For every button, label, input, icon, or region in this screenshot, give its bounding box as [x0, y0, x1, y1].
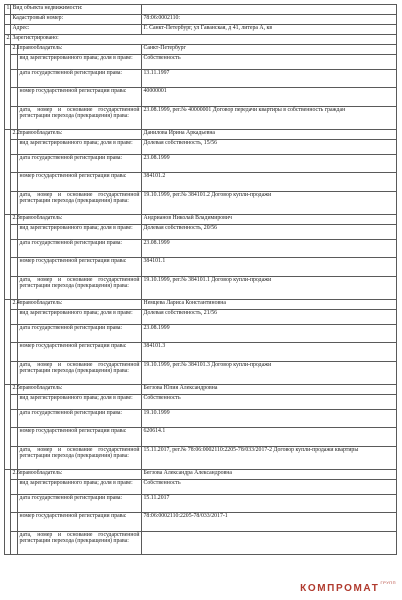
basis-label: дата, номер и основание государственной регистрации перехода (прекращения) права: — [18, 277, 142, 300]
holder-basis-row — [5, 532, 397, 555]
reg-number-value: 384101.1 — [142, 258, 397, 277]
holder-reg-number-row — [5, 88, 397, 107]
holder-value: Санкт-Петербург — [142, 45, 397, 55]
holder-number — [11, 325, 18, 343]
holder-basis-row — [5, 277, 397, 300]
reg-date-label: дата государственной регистрации права: — [18, 155, 142, 173]
holder-reg-number-row — [5, 513, 397, 532]
holder-value: Бегзова Александра Александровна — [142, 470, 397, 480]
holder-basis-row — [5, 362, 397, 385]
holder-reg-date-row — [5, 70, 397, 88]
basis-value — [142, 532, 397, 555]
right-type-label: вид зарегистрированного права; доля в праве: — [18, 310, 142, 325]
holder-number — [11, 362, 18, 385]
right-type-value: Собственность — [142, 55, 397, 70]
basis-label: дата, номер и основание государственной регистрации перехода (прекращения) права: — [18, 447, 142, 470]
row-number: 1. — [5, 5, 11, 15]
right-type-value: Долевая собственность, 15/56 — [142, 140, 397, 155]
reg-number-label: номер государственной регистрации права: — [18, 258, 142, 277]
reg-date-label: дата государственной регистрации права: — [18, 240, 142, 258]
right-type-value: Собственность — [142, 480, 397, 495]
right-type-value: Долевая собственность, 20/56 — [142, 225, 397, 240]
holder-label: правообладатель: — [18, 215, 142, 225]
holder-number — [11, 495, 18, 513]
watermark-sup: ГРУПП — [380, 580, 396, 585]
holder-holder-row — [5, 45, 397, 55]
holder-number — [11, 480, 18, 495]
holder-number — [11, 88, 18, 107]
reg-number-value: 78:06:0002110:2205-78/033/2017-1 — [142, 513, 397, 532]
holder-number: 2.5 — [11, 385, 18, 395]
holder-holder-row — [5, 300, 397, 310]
right-type-value: Собственность — [142, 395, 397, 410]
holder-number: 2.6 — [11, 470, 18, 480]
holder-right-type-row — [5, 140, 397, 155]
holder-number — [11, 140, 18, 155]
holder-holder-row — [5, 385, 397, 395]
reg-number-label: номер государственной регистрации права: — [18, 428, 142, 447]
basis-label: дата, номер и основание государственной регистрации перехода (прекращения) права: — [18, 362, 142, 385]
holder-number — [11, 225, 18, 240]
holder-number — [11, 447, 18, 470]
holder-basis-row — [5, 192, 397, 215]
cadastral-row — [5, 15, 397, 25]
reg-date-label: дата государственной регистрации права: — [18, 495, 142, 513]
holder-holder-row — [5, 470, 397, 480]
holder-value: Немцева Лариса Константиновна — [142, 300, 397, 310]
holder-right-type-row — [5, 480, 397, 495]
watermark-logo — [300, 582, 396, 596]
holder-number — [11, 428, 18, 447]
right-type-label: вид зарегистрированного права; доля в праве: — [18, 480, 142, 495]
holder-number — [11, 70, 18, 88]
holder-number — [11, 343, 18, 362]
holder-reg-number-row — [5, 173, 397, 192]
holder-holder-row — [5, 130, 397, 140]
holder-number: 2.4 — [11, 300, 18, 310]
holder-holder-row — [5, 215, 397, 225]
holder-label: правообладатель: — [18, 470, 142, 480]
holder-value: Данилова Ирина Аркадьевна — [142, 130, 397, 140]
right-type-label: вид зарегистрированного права; доля в праве: — [18, 225, 142, 240]
holder-number — [11, 513, 18, 532]
address-value: Г. Санкт-Петербург, ул Гаванская, д 41, литера А, кв — [142, 25, 397, 35]
reg-date-value: 23.08.1999 — [142, 325, 397, 343]
holder-reg-date-row — [5, 325, 397, 343]
reg-number-label: номер государственной регистрации права: — [18, 343, 142, 362]
basis-label: дата, номер и основание государственной регистрации перехода (прекращения) права: — [18, 107, 142, 130]
holder-number — [11, 107, 18, 130]
basis-value: 19.10.1999, рег.№ 384101.3 Договор купли-продажи — [142, 362, 397, 385]
right-type-label: вид зарегистрированного права; доля в праве: — [18, 140, 142, 155]
reg-number-label: номер государственной регистрации права: — [18, 513, 142, 532]
holder-basis-row — [5, 107, 397, 130]
object-type-value — [142, 5, 397, 15]
registered-label: Зарегистрировано: — [11, 35, 397, 45]
holder-reg-number-row — [5, 428, 397, 447]
holder-number — [11, 173, 18, 192]
cadastral-label: Кадастровый номер: — [11, 15, 142, 25]
holder-number — [11, 258, 18, 277]
basis-value: 15.11.2017, рег.№ 78:06:0002110:2205-78/033/2017-2 Договор купли-продажи квартиры — [142, 447, 397, 470]
holder-label: правообладатель: — [18, 130, 142, 140]
object-type-row — [5, 5, 397, 15]
holder-label: правообладатель: — [18, 300, 142, 310]
object-type-label: Вид объекта недвижимости: — [11, 5, 142, 15]
reg-date-value: 13.11.1997 — [142, 70, 397, 88]
right-type-label: вид зарегистрированного права; доля в праве: — [18, 395, 142, 410]
watermark-text: КОМПРОМАТ — [300, 583, 380, 594]
cadastral-value: 78:06:0002110: — [142, 15, 397, 25]
address-row — [5, 25, 397, 35]
holder-number — [11, 395, 18, 410]
basis-label: дата, номер и основание государственной регистрации перехода (прекращения) права: — [18, 532, 142, 555]
holder-value: Бегзова Юлия Александровна — [142, 385, 397, 395]
right-type-value: Долевая собственность, 21/56 — [142, 310, 397, 325]
holder-reg-date-row — [5, 410, 397, 428]
reg-number-value: 620614.1 — [142, 428, 397, 447]
holder-number — [11, 240, 18, 258]
holder-reg-number-row — [5, 343, 397, 362]
holder-reg-date-row — [5, 495, 397, 513]
holder-right-type-row — [5, 395, 397, 410]
reg-number-value: 384101.2 — [142, 173, 397, 192]
holder-number — [11, 410, 18, 428]
reg-date-value: 23.08.1999 — [142, 155, 397, 173]
holder-right-type-row — [5, 310, 397, 325]
basis-value: 23.08.1999, рег.№ 40000001 Договор передачи квартиры в собственность граждан — [142, 107, 397, 130]
holder-number — [11, 277, 18, 300]
holder-label: правообладатель: — [18, 45, 142, 55]
reg-date-label: дата государственной регистрации права: — [18, 410, 142, 428]
holder-number — [11, 310, 18, 325]
registered-row — [5, 35, 397, 45]
reg-date-label: дата государственной регистрации права: — [18, 70, 142, 88]
holder-right-type-row — [5, 225, 397, 240]
holder-number: 2.3 — [11, 215, 18, 225]
reg-date-value: 19.10.1999 — [142, 410, 397, 428]
reg-date-label: дата государственной регистрации права: — [18, 325, 142, 343]
reg-date-value: 15.11.2017 — [142, 495, 397, 513]
holder-reg-date-row — [5, 155, 397, 173]
holder-number: 2.1 — [11, 45, 18, 55]
address-label: Адрес: — [11, 25, 142, 35]
extract-document — [4, 4, 396, 555]
basis-value: 19.10.1999, рег.№ 384101.1 Договор купли-продажи — [142, 277, 397, 300]
reg-number-value: 384101.3 — [142, 343, 397, 362]
holder-number: 2.2 — [11, 130, 18, 140]
reg-number-label: номер государственной регистрации права: — [18, 88, 142, 107]
holder-number — [11, 155, 18, 173]
reg-number-label: номер государственной регистрации права: — [18, 173, 142, 192]
holder-reg-number-row — [5, 258, 397, 277]
row-number: 2. — [5, 35, 11, 45]
holder-number — [11, 192, 18, 215]
registry-table — [4, 4, 397, 555]
holder-reg-date-row — [5, 240, 397, 258]
holder-label: правообладатель: — [18, 385, 142, 395]
basis-value: 19.10.1999, рег.№ 384101.2 Договор купли-продажи — [142, 192, 397, 215]
holder-value: Андрианов Николай Владимирович — [142, 215, 397, 225]
basis-label: дата, номер и основание государственной регистрации перехода (прекращения) права: — [18, 192, 142, 215]
reg-date-value: 23.08.1999 — [142, 240, 397, 258]
reg-number-value: 40000001 — [142, 88, 397, 107]
holder-right-type-row — [5, 55, 397, 70]
right-type-label: вид зарегистрированного права; доля в праве: — [18, 55, 142, 70]
holder-number — [11, 55, 18, 70]
holder-basis-row — [5, 447, 397, 470]
holder-number — [11, 532, 18, 555]
